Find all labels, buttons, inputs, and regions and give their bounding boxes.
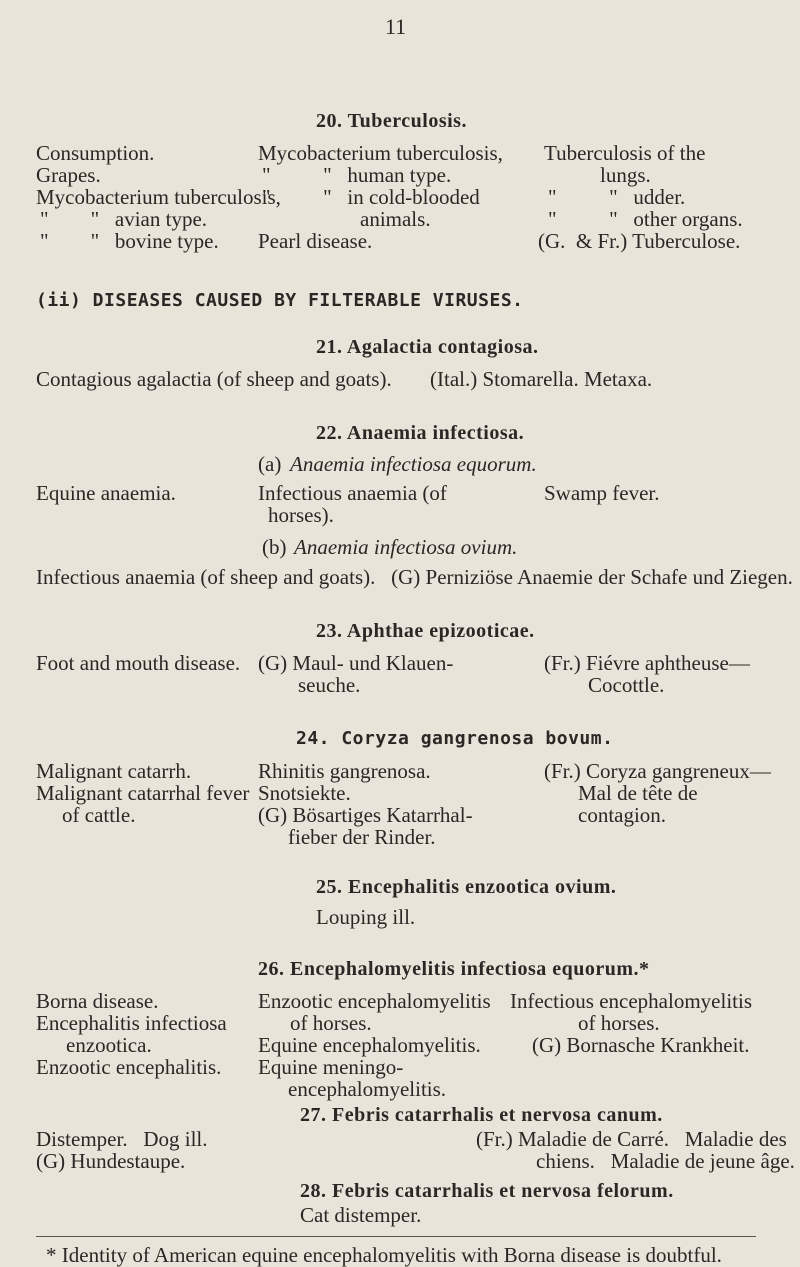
- footnote: * Identity of American equine encephalomyelitis with Borna disease is doubtful.: [46, 1243, 722, 1267]
- entry26-col3-line3: (G) Bornasche Krankheit.: [532, 1033, 750, 1057]
- entry20-col2-line1: Mycobacterium tuberculosis,: [258, 141, 503, 165]
- entry26-col2-line5: encephalomyelitis.: [288, 1077, 447, 1101]
- entry22a-col2-line1: Infectious anaemia (of: [258, 481, 447, 505]
- entry20-col2-line4: animals.: [360, 207, 431, 231]
- entry24-col1-line1: Malignant catarrh.: [36, 759, 192, 783]
- entry20-col3-line3: " " udder.: [548, 185, 686, 209]
- entry-title-28: 28. Febris catarrhalis et nervosa felorum.: [300, 1180, 674, 1202]
- entry-title-22: 22. Anaemia infectiosa.: [316, 422, 525, 444]
- entry24-col2-line3: (G) Bösartiges Katarrhal-: [258, 803, 473, 827]
- entry26-col3-line1: Infectious encephalomyelitis: [510, 989, 753, 1013]
- entry26-col1-line3: enzootica.: [66, 1033, 152, 1057]
- entry22a-col3: Swamp fever.: [544, 481, 660, 505]
- entry20-col2-line3: " " in cold-blooded: [262, 185, 480, 209]
- entry24-col3-line3: contagion.: [578, 803, 667, 827]
- entry22b-line: Infectious anaemia (of sheep and goats). (G) Perniziöse Anaemie der Schafe und Ziegen.: [36, 565, 793, 589]
- entry24-col3-line2: Mal de tête de: [578, 781, 698, 805]
- entry20-col2-line2: " " human type.: [262, 163, 452, 187]
- entry-title-20: 20. Tuberculosis.: [316, 110, 467, 132]
- entry26-col2-line4: Equine meningo-: [258, 1055, 404, 1079]
- entry21-left: Contagious agalactia (of sheep and goats).: [36, 367, 392, 391]
- entry20-col1-line4: " " avian type.: [40, 207, 208, 231]
- entry24-col2-line2: Snotsiekte.: [258, 781, 351, 805]
- entry27-col3-line2: chiens. Maladie de jeune âge.: [536, 1149, 795, 1173]
- entry24-col2-line4: fieber der Rinder.: [288, 825, 436, 849]
- entry26-col2-line2: of horses.: [290, 1011, 372, 1035]
- entry20-col1-line3: Mycobacterium tuberculosis,: [36, 185, 281, 209]
- entry23-col3-line2: Cocottle.: [588, 673, 665, 697]
- entry-title-25: 25. Encephalitis enzootica ovium.: [316, 876, 617, 898]
- entry22a-col2-line2: horses).: [268, 503, 334, 527]
- entry25-line: Louping ill.: [316, 905, 416, 929]
- entry20-col3-line1: Tuberculosis of the: [544, 141, 706, 165]
- entry26-col1-line1: Borna disease.: [36, 989, 159, 1013]
- entry20-col3-line5: (G. & Fr.) Tuberculose.: [538, 229, 741, 253]
- entry-title-21: 21. Agalactia contagiosa.: [316, 336, 539, 358]
- entry26-col3-line2: of horses.: [578, 1011, 660, 1035]
- entry23-col2-line1: (G) Maul- und Klauen-: [258, 651, 454, 675]
- entry28-line: Cat distemper.: [300, 1203, 422, 1227]
- footnote-rule: [36, 1236, 756, 1237]
- entry26-col2-line1: Enzootic encephalomyelitis: [258, 989, 491, 1013]
- page-number: 11: [385, 14, 407, 39]
- entry24-col1-line3: of cattle.: [62, 803, 136, 827]
- section-heading: (ii) DISEASES CAUSED BY FILTERABLE VIRUSES.: [36, 290, 524, 311]
- entry-title-27: 27. Febris catarrhalis et nervosa canum.: [300, 1104, 663, 1126]
- entry-title-23: 23. Aphthae epizooticae.: [316, 620, 535, 642]
- entry27-col1-line1: Distemper. Dog ill.: [36, 1127, 208, 1151]
- entry26-col2-line3: Equine encephalomyelitis.: [258, 1033, 481, 1057]
- entry22b-label: (b): [262, 535, 287, 559]
- entry23-col1: Foot and mouth disease.: [36, 651, 241, 675]
- entry20-col1-line1: Consumption.: [36, 141, 155, 165]
- entry27-col3-line1: (Fr.) Maladie de Carré. Maladie des: [476, 1127, 787, 1151]
- entry26-col1-line2: Encephalitis infectiosa: [36, 1011, 227, 1035]
- entry24-col1-line2: Malignant catarrhal fever: [36, 781, 250, 805]
- entry21-right: (Ital.) Stomarella. Metaxa.: [430, 367, 653, 391]
- entry22a-col1: Equine anaemia.: [36, 481, 176, 505]
- entry22a-label: (a): [258, 452, 282, 476]
- entry20-col1-line2: Grapes.: [36, 163, 101, 187]
- entry20-col3-line2: lungs.: [600, 163, 651, 187]
- entry27-col1-line2: (G) Hundestaupe.: [36, 1149, 186, 1173]
- entry20-col2-line5: Pearl disease.: [258, 229, 373, 253]
- entry20-col1-line5: " " bovine type.: [40, 229, 219, 253]
- entry23-col3-line1: (Fr.) Fiévre aphtheuse—: [544, 651, 750, 675]
- entry26-col1-line4: Enzootic encephalitis.: [36, 1055, 222, 1079]
- entry23-col2-line2: seuche.: [298, 673, 361, 697]
- entry22b-name: Anaemia infectiosa ovium.: [294, 535, 518, 559]
- entry24-col2-line1: Rhinitis gangrenosa.: [258, 759, 431, 783]
- entry24-col3-line1: (Fr.) Coryza gangreneux—: [544, 759, 771, 783]
- entry20-col3-line4: " " other organs.: [548, 207, 743, 231]
- entry-title-26: 26. Encephalomyelitis infectiosa equorum.*: [258, 958, 650, 980]
- entry22a-name: Anaemia infectiosa equorum.: [290, 452, 537, 476]
- entry-title-24: 24. Coryza gangrenosa bovum.: [296, 728, 614, 749]
